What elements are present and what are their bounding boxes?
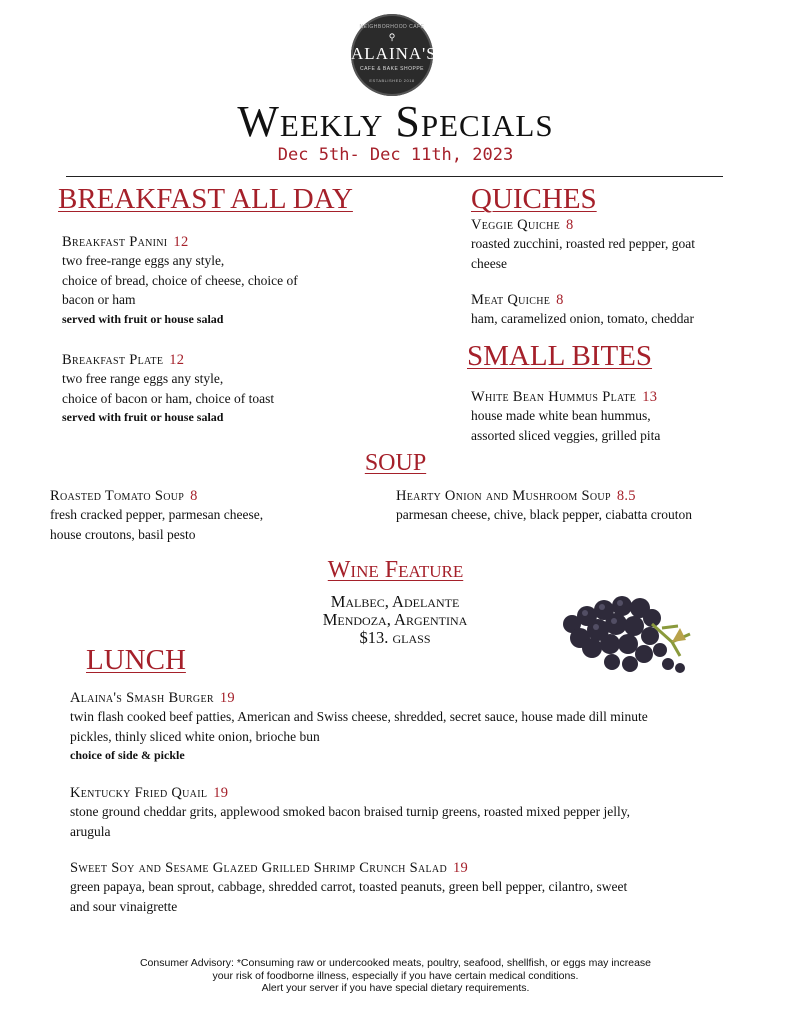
item-desc-line: choice of bacon or ham, choice of toast (62, 390, 275, 406)
logo-bottom-text: ESTABLISHED 2018 (369, 78, 415, 83)
item-price: 19 (452, 860, 469, 876)
item-note: served with fruit or house salad (62, 410, 224, 424)
item-price: 8.5 (616, 488, 636, 504)
veggie-quiche (471, 217, 751, 273)
item-note: choice of side & pickle (70, 748, 185, 762)
item-desc-line: parmesan cheese, chive, black pepper, ciabatta crouton (396, 507, 692, 522)
fork-icon: ⚲ (388, 32, 396, 42)
item-desc-line: arugula (70, 823, 111, 839)
lunch-heading: LUNCH (86, 644, 186, 676)
breakfast-plate (62, 352, 274, 425)
logo-name: ALAINA'S (351, 44, 437, 63)
logo-subtitle: CAFE & BAKE SHOPPE (359, 66, 425, 72)
kentucky-fried-quail (70, 785, 750, 841)
item-name: Alaina's Smash Burger (70, 690, 214, 706)
grapes-image (552, 584, 712, 684)
item-desc-line: twin flash cooked beef patties, American and Swiss cheese, shredded, secret sauce, house made dill minute (70, 709, 648, 724)
item-desc-line: two free range eggs any style, (62, 371, 224, 386)
item-name: Breakfast Plate (62, 352, 164, 368)
item-price: 13 (642, 389, 658, 405)
item-price: 12 (169, 352, 185, 368)
item-desc-line: cheese (471, 255, 507, 271)
item-desc-line: ham, caramelized onion, tomato, cheddar (471, 311, 695, 326)
item-desc-line: two free-range eggs any style, (62, 253, 225, 268)
item-price: 8 (556, 292, 564, 308)
item-name: Breakfast Panini (62, 234, 168, 250)
meat-quiche (471, 292, 694, 329)
item-desc-line: green papaya, bean sprout, cabbage, shredded carrot, toasted peanuts, green bell pepper, cilantro, sweet (70, 879, 628, 894)
onion-mushroom-soup (396, 488, 692, 525)
item-price: 8 (190, 488, 198, 504)
item-name: Kentucky Fried Quail (70, 785, 208, 801)
shrimp-crunch-salad (70, 860, 750, 916)
item-desc-line: and sour vinaigrette (70, 898, 178, 914)
soup-heading: SOUP (364, 450, 427, 476)
cafe-logo (351, 14, 437, 96)
item-desc-line: house croutons, basil pesto (50, 526, 196, 542)
item-desc-line: roasted zucchini, roasted red pepper, goat (471, 236, 695, 251)
item-price: 19 (213, 785, 229, 801)
advisory-line: Consumer Advisory: *Consuming raw or undercooked meats, poultry, seafood, shellfish, or eggs may increase (139, 957, 652, 969)
logo-top-text: NEIGHBORHOOD CAFE (359, 24, 425, 30)
item-name: Hearty Onion and Mushroom Soup (396, 488, 611, 504)
item-desc-line: assorted sliced veggies, grilled pita (471, 427, 661, 443)
item-desc-line: bacon or ham (62, 292, 136, 307)
quiches-heading: QUICHES (471, 183, 597, 215)
item-price: 12 (173, 234, 189, 250)
item-name: White Bean Hummus Plate (471, 389, 637, 405)
smash-burger (70, 690, 750, 763)
item-name: Meat Quiche (471, 292, 551, 308)
date-range: Dec 5th- Dec 11th, 2023 (277, 145, 514, 165)
item-name: Veggie Quiche (471, 217, 561, 233)
hummus-plate (471, 389, 660, 445)
wine-heading: Wine Feature (327, 557, 464, 583)
header-divider (66, 176, 723, 177)
item-name: Roasted Tomato Soup (50, 488, 185, 504)
small-bites-heading: SMALL BITES (467, 340, 653, 372)
advisory-line: your risk of foodborne illness, especially if you have certain medical conditions. (212, 969, 579, 982)
item-note: served with fruit or house salad (62, 311, 224, 326)
wine-details (250, 593, 540, 647)
wine-region: Mendoza, Argentina (322, 610, 468, 629)
breakfast-heading: BREAKFAST ALL DAY (58, 183, 353, 215)
item-name: Sweet Soy and Sesame Glazed Grilled Shrimp Crunch Salad (70, 860, 447, 876)
page-title: Weekly Specials (237, 97, 554, 146)
item-desc-line: house made white bean hummus, (471, 408, 651, 423)
consumer-advisory (100, 957, 691, 995)
item-desc-line: choice of bread, choice of cheese, choice of (62, 272, 298, 288)
breakfast-panini (62, 234, 298, 327)
item-price: 19 (219, 690, 235, 706)
advisory-line: Alert your server if you have special dietary requirements. (261, 982, 530, 994)
item-desc-line: stone ground cheddar grits, applewood smoked bacon braised turnip greens, roasted mixed pepper jelly, (70, 804, 630, 819)
roasted-tomato-soup (50, 488, 263, 544)
item-desc-line: fresh cracked pepper, parmesan cheese, (50, 507, 264, 522)
item-price: 8 (566, 217, 574, 233)
item-desc-line: pickles, thinly sliced white onion, brioche bun (70, 728, 320, 744)
wine-price: $13. glass (359, 628, 431, 647)
wine-name: Malbec, Adelante (330, 592, 460, 611)
